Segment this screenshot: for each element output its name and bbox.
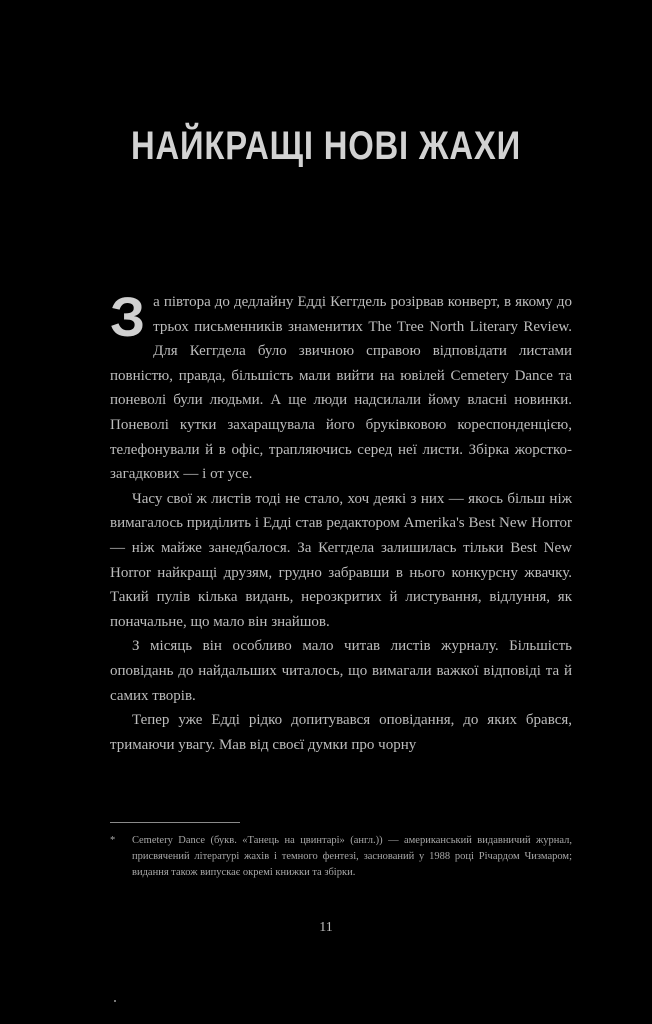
paragraph-3: З місяць він особливо мало читав листів журналу. Більшість оповідань до найдальших читалось, що вимагали важкої відповіді та й самих творів. — [110, 638, 572, 704]
page-number: 11 — [319, 920, 333, 935]
body-text — [110, 285, 572, 757]
footnote-area — [110, 822, 572, 881]
drop-cap: З — [110, 285, 146, 348]
paragraph-2: Часу свої ж листів тоді не стало, хоч деякі з них — якось більш ніж вимагалось приділить і Едді став редактором Amerika's Best New Horror — ніж майже занедбалося. За Кеггдела залишилась тільки Best New Horror найкращі друзям, грудно забравши в нього конкурсну жвачку. Такий пулів кілька видань, нерозкритих й листування, відлуння, як поначальне, що мало він знайшов. — [110, 490, 572, 630]
footnote-text: Cemetery Dance (букв. «Танець на цвинтарі» (англ.)) — американський видавничий журнал, присвячений літературі жахів і темного фентезі, заснований у 1988 році Річардом Чизмаром; видання також випускає окремі книжки та збірки. — [132, 835, 572, 878]
footnote-rule — [110, 822, 240, 823]
paragraph-1 — [110, 285, 572, 487]
footnote — [110, 833, 572, 881]
paragraph-4: Тепер уже Едді рідко допитувався оповідання, до яких брався, тримаючи увагу. Мав від своєї думки про чорну — [110, 712, 572, 753]
chapter-title: НАЙКРАЩІ НОВІ ЖАХИ — [131, 124, 521, 168]
paragraph-1-text: а півтора до дедлайну Едді Кеггдель розірвав конверт, в якому до трьох письменників знаменитих The Tree North Literary Review. Для Кеггдела було звичною справою відповідати листами повністю, правда, більшість мали вийти на ювілей Cemetery Dance та поневолі були людьми. А ще люди надсилали йому власні новинки. Поневолі кутки захаращувала його бруківковою кореспонденцією, телефонували й в офіс, трапляючись серед неї листи. Збірка жорстко-загадкових — і от усе. — [110, 294, 572, 483]
footnote-mark: * — [110, 835, 116, 846]
print-mark — [114, 1000, 116, 1002]
